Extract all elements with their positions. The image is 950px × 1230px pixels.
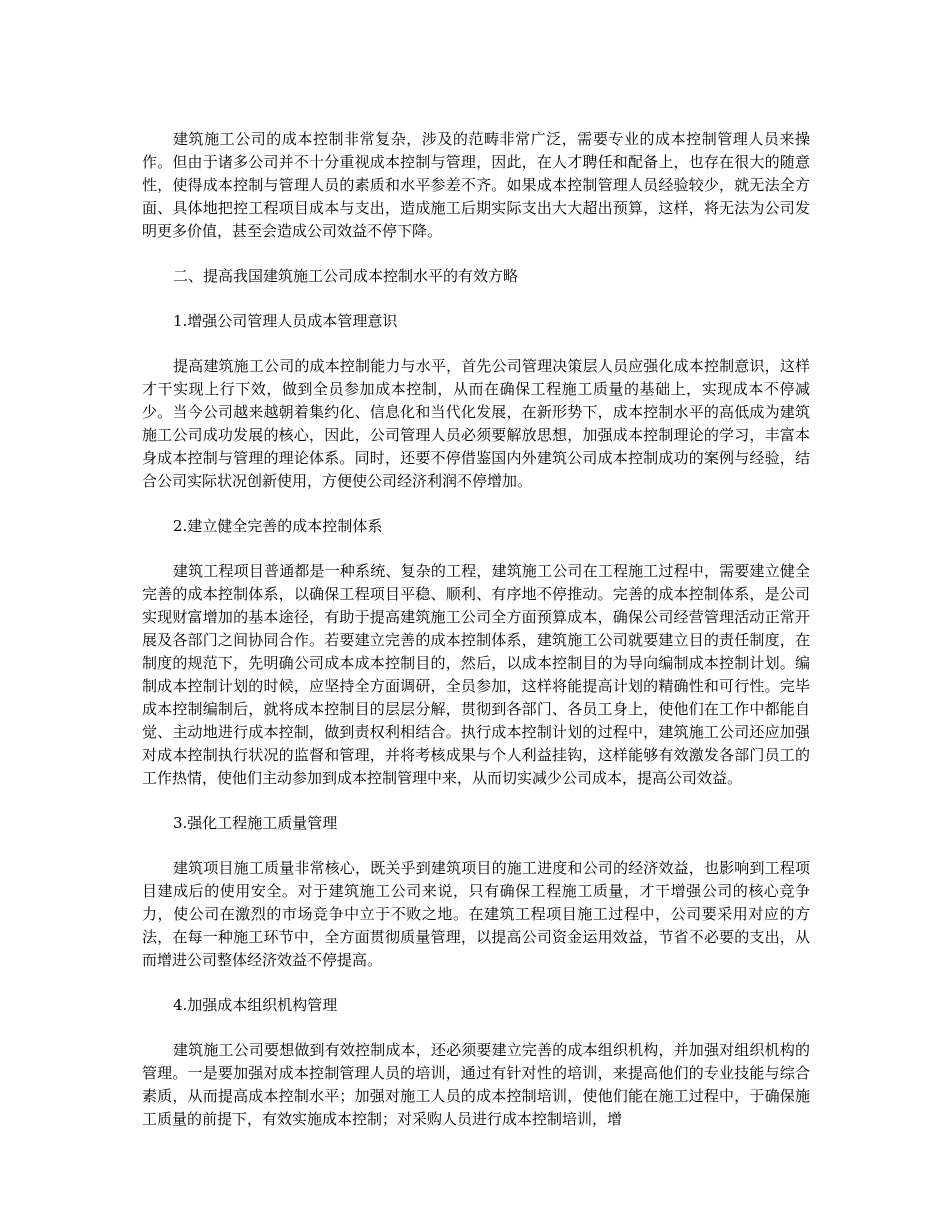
document-page (142, 128, 810, 1153)
section-heading-strategies: 二、提高我国建筑施工公司成本控制水平的有效方略 (173, 267, 519, 285)
subheading-organization-management: 4.加强成本组织机构管理 (173, 996, 338, 1014)
subheading-management-awareness: 1.增强公司管理人员成本管理意识 (173, 312, 398, 330)
paragraph-organization-management: 建筑施工公司要想做到有效控制成本，还必须要建立完善的成本组织机构，并加强对组织机构的管理。一是要加强对成本控制管理人员的培训，通过有针对性的培训，来提高他们的专业技能与综合素质，从而提高成本控制水平；加强对施工人员的成本控制培训，使他们能在施工过程中，于确保施工质量的前提下，有效实施成本控制；对采购人员进行成本控制培训，增 (142, 1041, 810, 1128)
paragraph-control-system: 建筑工程项目普通都是一种系统、复杂的工程，建筑施工公司在工程施工过程中，需要建立健全完善的成本控制体系，以确保工程项目平稳、顺利、有序地不停推动。完善的成本控制体系，是公司实现财富增加的基本途径，有助于提高建筑施工公司全方面预算成本，确保公司经营管理活动正常开展及各部门之间协同合作。若要建立完善的成本控制体系，建筑施工公司就要建立目的责任制度，在制度的规范下，先明确公司成本成本控制目的，然后，以成本控制目的为导向编制成本控制计划。编制成本控制计划的时候，应坚持全方面调研，全员参加，这样将能提高计划的精确性和可行性。完毕成本控制编制后，就将成本控制目的层层分解，贯彻到各部门、各员工身上，使他们在工作中都能自觉、主动地进行成本控制，做到责权利相结合。执行成本控制计划的过程中，建筑施工公司还应加强对成本控制执行状况的监督和管理，并将考核成果与个人利益挂钩，这样能够有效激发各部门员工的工作热情，使他们主动参加到成本控制管理中来，从而切实减少公司成本，提高公司效益。 (142, 562, 810, 787)
paragraph-cost-control-complexity: 建筑施工公司的成本控制非常复杂，涉及的范畴非常广泛，需要专业的成本控制管理人员来操作。但由于诸多公司并不十分重视成本控制与管理，因此，在人才聘任和配备上，也存在很大的随意性，使得成本控制与管理人员的素质和水平参差不齐。如果成本控制管理人员经验较少，就无法全方面、具体地把控工程项目成本与支出，造成施工后期实际支出大大超出预算，这样，将无法为公司发明更多价值，甚至会造成公司效益不停下降。 (142, 130, 810, 240)
paragraph-quality-management: 建筑项目施工质量非常核心，既关乎到建筑项目的施工进度和公司的经济效益，也影响到工程项目建成后的使用安全。对于建筑施工公司来说，只有确保工程施工质量，才干增强公司的核心竞争力，使公司在激烈的市场竞争中立于不败之地。在建筑工程项目施工过程中，公司要采用对应的方法，在每一种施工环节中，全方面贯彻质量管理，以提高公司资金运用效益，节省不必要的支出，从而增进公司整体经济效益不停提高。 (142, 859, 810, 969)
paragraph-management-awareness: 提高建筑施工公司的成本控制能力与水平，首先公司管理决策层人员应强化成本控制意识，这样才干实现上行下效，做到全员参加成本控制，从而在确保工程施工质量的基础上，实现成本不停减少。当今公司越来越朝着集约化、信息化和当代化发展，在新形势下，成本控制水平的高低成为建筑施工公司成功发展的核心，因此，公司管理人员必须要解放思想，加强成本控制理论的学习，丰富本身成本控制与管理的理论体系。同时，还要不停借鉴国内外建筑公司成本控制成功的案例与经验，结合公司实际状况创新使用，方便使公司经济利润不停增加。 (142, 357, 810, 490)
subheading-quality-management: 3.强化工程施工质量管理 (173, 814, 338, 832)
subheading-control-system: 2.建立健全完善的成本控制体系 (173, 517, 383, 535)
